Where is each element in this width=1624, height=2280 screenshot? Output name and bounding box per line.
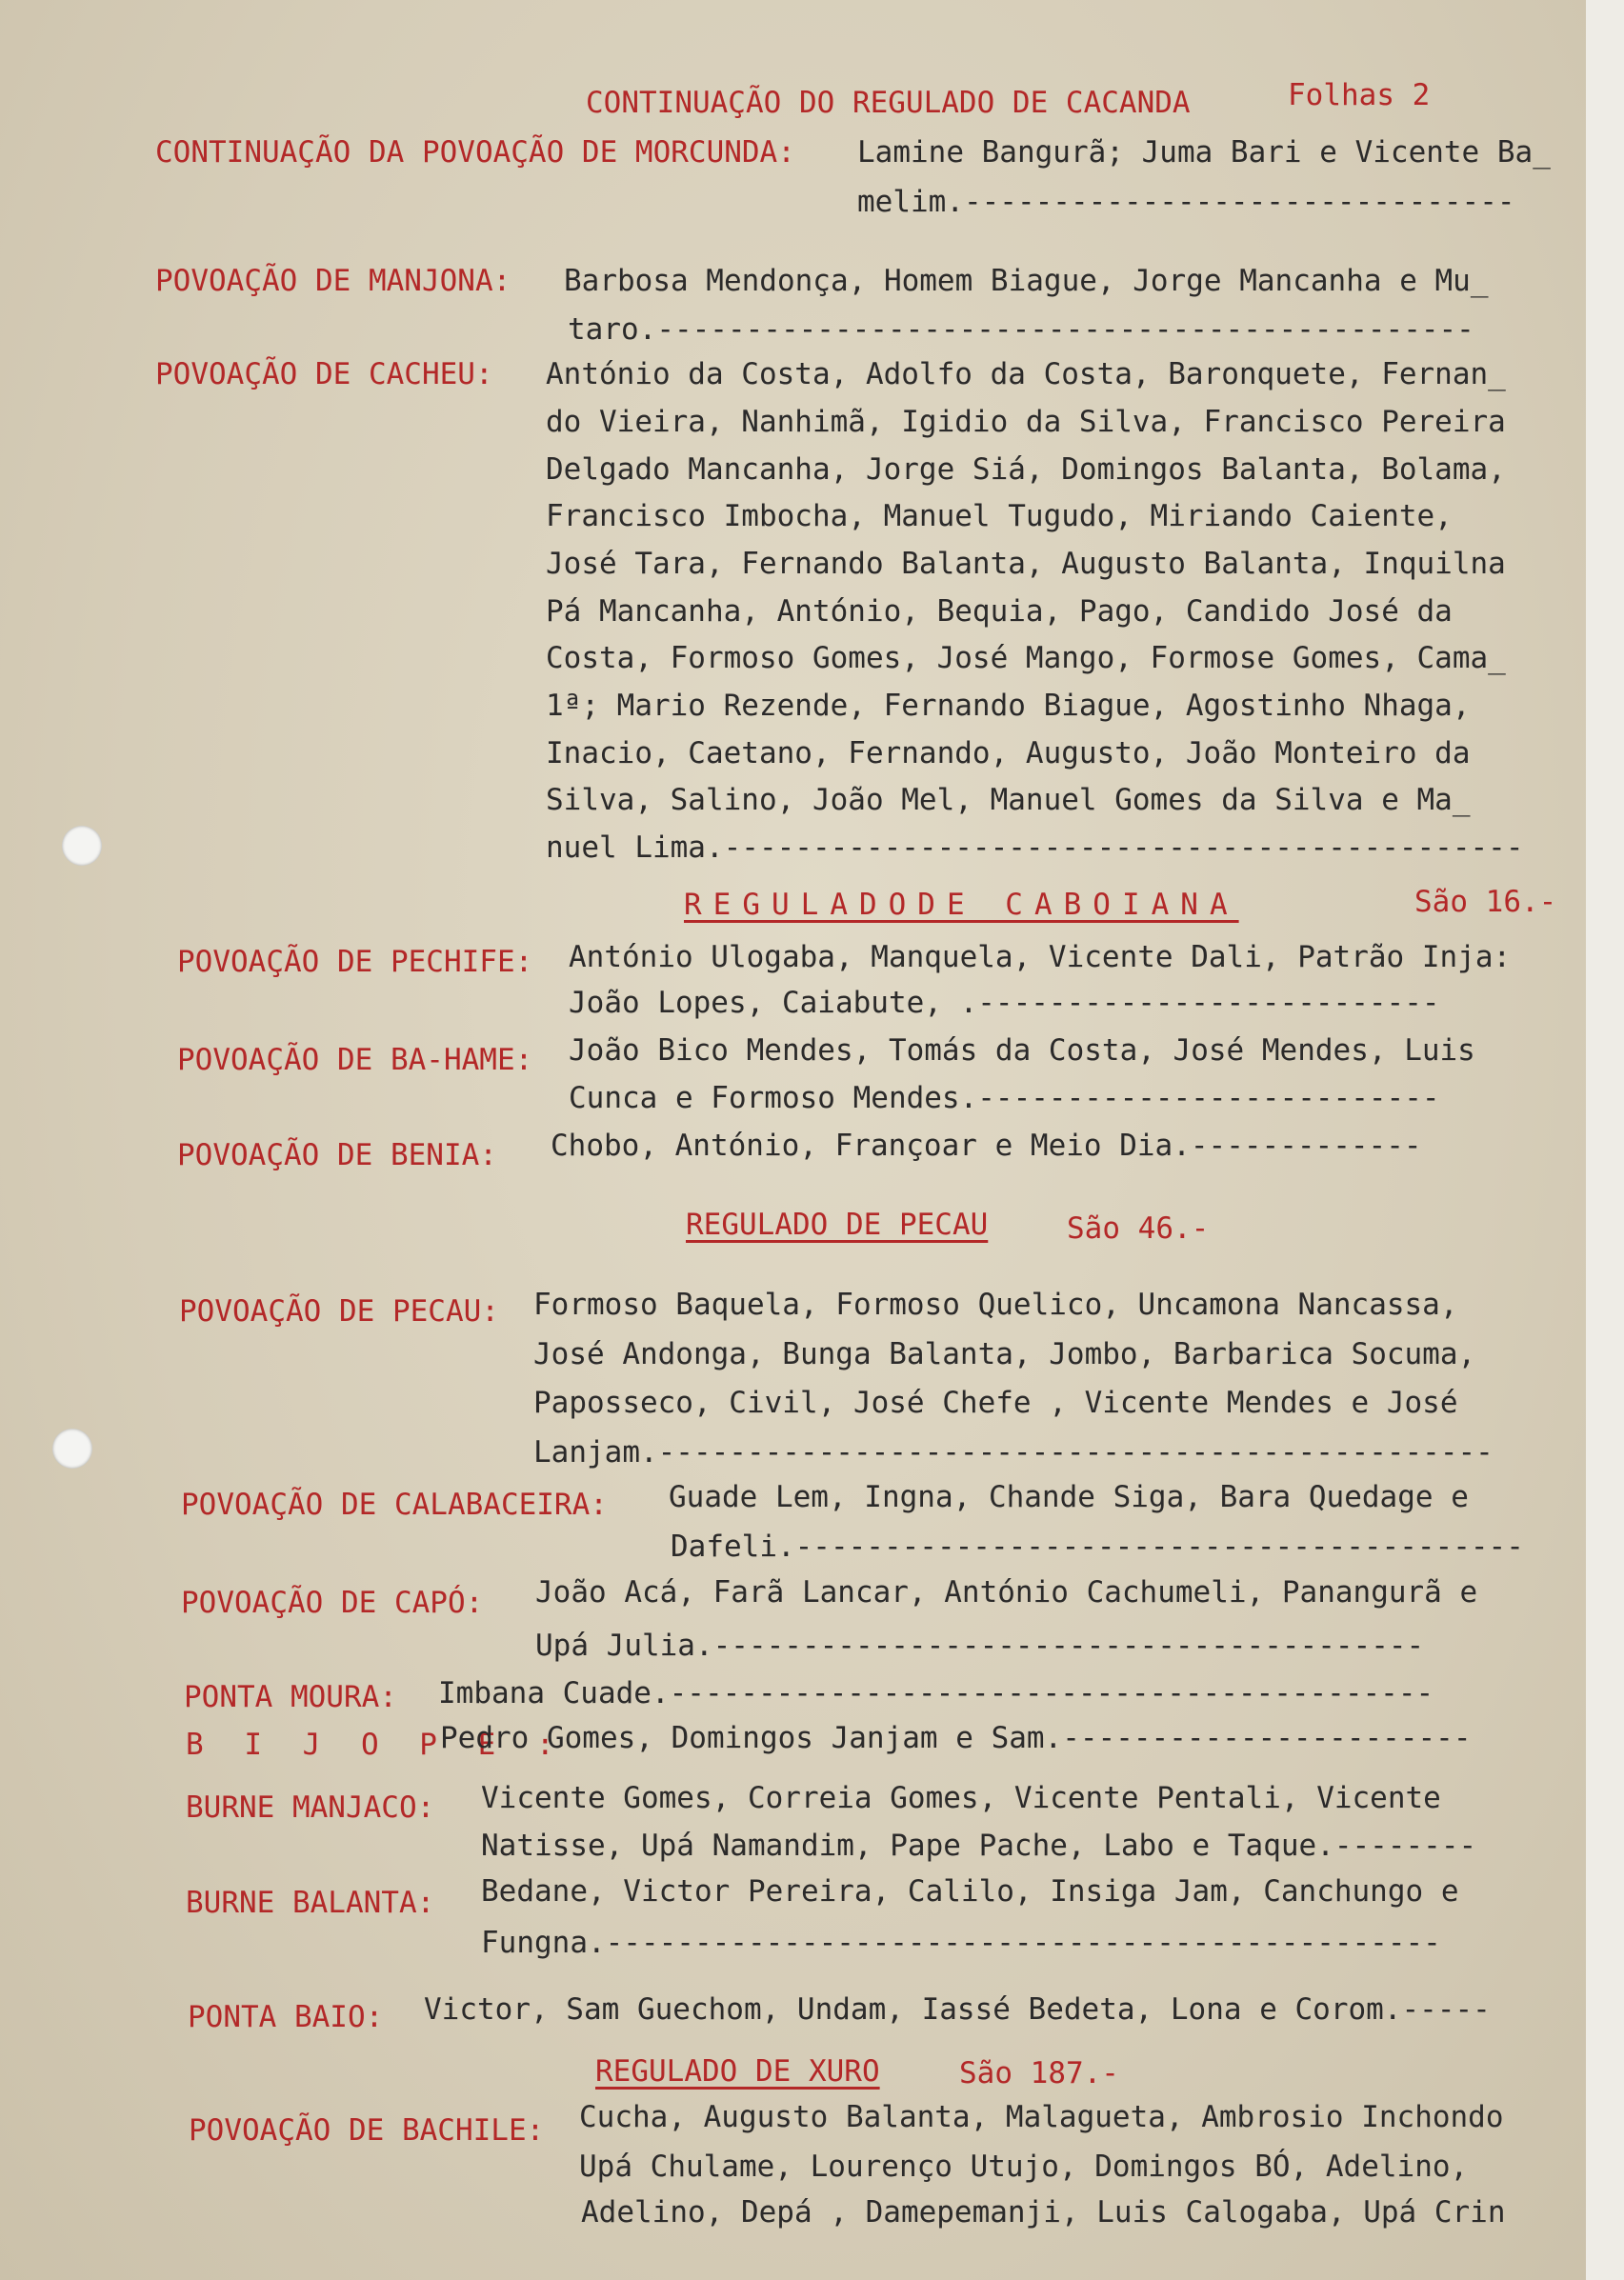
section-label-cacheu: POVOAÇÃO DE CACHEU: — [155, 357, 493, 391]
count-xuro: São 187.- — [959, 2056, 1119, 2090]
count-caboiana: São 16.- — [1414, 885, 1557, 919]
section-heading-pecau: REGULADO DE PECAU — [686, 1208, 989, 1242]
section-label-capo: POVOAÇÃO DE CAPÓ: — [181, 1586, 484, 1620]
names-line: Inacio, Caetano, Fernando, Augusto, João Monteiro da — [546, 736, 1471, 770]
names-line: Lamine Bangurã; Juma Bari e Vicente Ba_ — [857, 135, 1551, 170]
names-line: Fungna.----------------------------------------------- — [481, 1926, 1441, 1960]
names-line: José Tara, Fernando Balanta, Augusto Balanta, Inquilna — [546, 547, 1506, 581]
section-label-calabaceira: POVOAÇÃO DE CALABACEIRA: — [181, 1488, 608, 1522]
names-line: Imbana Cuade.------------------------------------------- — [438, 1676, 1434, 1710]
names-line: Pá Mancanha, António, Bequia, Pago, Candido José da — [546, 594, 1453, 629]
names-line: Upá Chulame, Lourenço Utujo, Domingos BÓ, Adelino, — [579, 2150, 1469, 2184]
section-label-pecau: POVOAÇÃO DE PECAU: — [179, 1294, 499, 1329]
names-line: nuel Lima.--------------------------------------------- — [546, 830, 1524, 865]
names-line: Bedane, Victor Pereira, Calilo, Insiga Jam, Canchungo e — [481, 1874, 1459, 1909]
names-line: João Bico Mendes, Tomás da Costa, José Mendes, Luis — [569, 1033, 1475, 1068]
names-line: Costa, Formoso Gomes, José Mango, Formose Gomes, Cama_ — [546, 641, 1506, 675]
paper-edge — [1586, 0, 1624, 2280]
names-line: Upá Julia.---------------------------------------- — [535, 1629, 1425, 1663]
section-label-ba-hame: POVOAÇÃO DE BA-HAME: — [177, 1043, 533, 1077]
names-line: Dafeli.----------------------------------------- — [671, 1530, 1524, 1564]
section-label-pechife: POVOAÇÃO DE PECHIFE: — [177, 945, 533, 979]
names-line: taro.---------------------------------------------- — [568, 312, 1474, 347]
sheet-number: Folhas 2 — [1288, 78, 1431, 112]
names-line: Paposseco, Civil, José Chefe , Vicente Mendes e José — [533, 1386, 1458, 1420]
section-label-benia: POVOAÇÃO DE BENIA: — [177, 1138, 497, 1172]
section-label-bijope: B I J O P E : — [186, 1728, 566, 1762]
section-label-burne-manjaco: BURNE MANJACO: — [186, 1790, 435, 1825]
names-line: Cunca e Formoso Mendes.-------------------------- — [569, 1081, 1440, 1115]
section-label-ponta-baio: PONTA BAIO: — [188, 2000, 384, 2034]
page-title: CONTINUAÇÃO DO REGULADO DE CACANDA — [586, 86, 1191, 120]
names-line: Victor, Sam Guechom, Undam, Iassé Bedeta, Lona e Corom.----- — [424, 1992, 1491, 2027]
names-line: Natisse, Upá Namandim, Pape Pache, Labo e Taque.-------- — [481, 1829, 1477, 1863]
names-line: Cucha, Augusto Balanta, Malagueta, Ambrosio Inchondo — [579, 2100, 1504, 2134]
names-line: José Andonga, Bunga Balanta, Jombo, Barbarica Socuma, — [533, 1337, 1476, 1371]
names-line: 1ª; Mario Rezende, Fernando Biague, Agostinho Nhaga, — [546, 689, 1471, 723]
names-line: Silva, Salino, João Mel, Manuel Gomes da Silva e Ma_ — [546, 783, 1471, 817]
section-heading-xuro: REGULADO DE XURO — [595, 2054, 880, 2089]
names-line: Chobo, António, Françoar e Meio Dia.------------- — [551, 1129, 1422, 1163]
section-heading-caboiana: REGULADODE CABOIANA — [684, 888, 1239, 922]
section-label-manjona: POVOAÇÃO DE MANJONA: — [155, 264, 511, 298]
count-pecau: São 46.- — [1067, 1211, 1210, 1246]
names-line: Formoso Baquela, Formoso Quelico, Uncamona Nancassa, — [533, 1288, 1458, 1322]
names-line: João Acá, Farã Lancar, António Cachumeli, Panangurã e — [535, 1575, 1478, 1610]
names-line: Francisco Imbocha, Manuel Tugudo, Miriando Caiente, — [546, 499, 1453, 533]
punch-hole-bottom — [52, 1429, 92, 1469]
names-line: Guade Lem, Ingna, Chande Siga, Bara Quedage e — [669, 1480, 1469, 1514]
names-line: António da Costa, Adolfo da Costa, Baronquete, Fernan_ — [546, 357, 1506, 391]
names-line: Vicente Gomes, Correia Gomes, Vicente Pentali, Vicente — [481, 1781, 1441, 1815]
names-line: Lanjam.----------------------------------------------- — [533, 1435, 1494, 1470]
names-line: melim.------------------------------- — [857, 185, 1515, 219]
names-line: Adelino, Depá , Damepemanji, Luis Calogaba, Upá Crin — [581, 2195, 1506, 2230]
names-line: António Ulogaba, Manquela, Vicente Dali, Patrão Inja: — [569, 940, 1512, 974]
names-line: Pedro Gomes, Domingos Janjam e Sam.----------------------- — [440, 1721, 1472, 1755]
names-line: Barbosa Mendonça, Homem Biague, Jorge Mancanha e Mu_ — [564, 264, 1489, 298]
section-label-burne-balanta: BURNE BALANTA: — [186, 1886, 435, 1920]
names-line: Delgado Mancanha, Jorge Siá, Domingos Balanta, Bolama, — [546, 452, 1506, 487]
names-line: João Lopes, Caiabute, .-------------------------- — [569, 986, 1440, 1020]
section-label-morcunda: CONTINUAÇÃO DA POVOAÇÃO DE MORCUNDA: — [155, 135, 795, 170]
section-label-ponta-moura: PONTA MOURA: — [184, 1680, 397, 1714]
names-line: do Vieira, Nanhimã, Igidio da Silva, Francisco Pereira — [546, 405, 1506, 439]
punch-hole-top — [62, 826, 102, 866]
section-label-bachile: POVOAÇÃO DE BACHILE: — [189, 2113, 545, 2148]
